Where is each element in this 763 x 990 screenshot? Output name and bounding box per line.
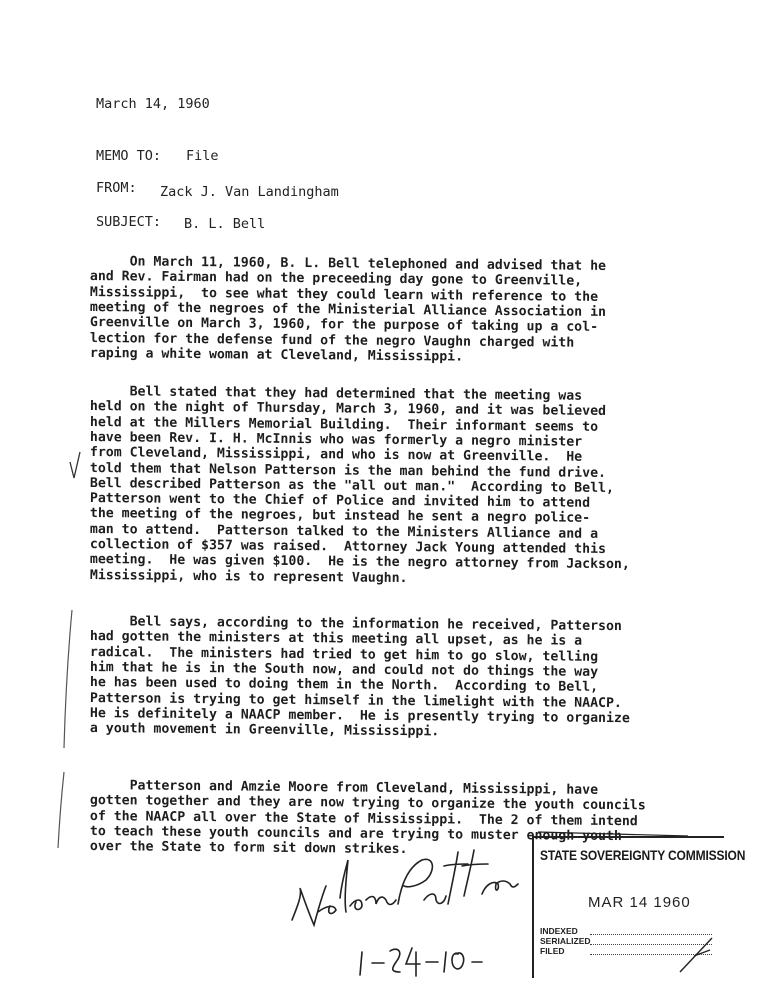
body-line: to teach these youth councils and are trying to muster enough youth [89, 823, 622, 844]
body-line: Mississippi, to see what they could learn with reference to the [89, 284, 599, 305]
body-line: and Rev. Fairman had on the preceeding day gone to Greenville, [89, 269, 583, 290]
memo-from-label: FROM: [96, 180, 137, 196]
body-line: a youth movement in Greenville, Mississippi. [89, 721, 440, 740]
body-line: told them that Nelson Patterson is the man behind the fund drive. [89, 460, 607, 481]
body-line: gotten together and they are now trying to organize the youth councils [89, 793, 646, 814]
stamp-date: MAR 14 1960 [588, 894, 691, 911]
body-line: meeting. He was given $100. He is the negro attorney from Jackson, [89, 552, 630, 573]
commission-stamp [532, 836, 746, 978]
body-line: Bell says, according to the information he received, Patterson [89, 614, 622, 635]
body-line: Bell stated that they had determined that the meeting was [89, 384, 583, 404]
stamp-row-serialized: SERIALIZED [540, 936, 591, 946]
memo-to-label: MEMO TO: [96, 148, 162, 164]
body-line: He is definitely a NAACP member. He is presently trying to organize [89, 705, 630, 726]
memo-date: March 14, 1960 [96, 96, 210, 112]
memo-subject-label: SUBJECT: [96, 214, 162, 230]
body-line: Patterson is trying to get himself in the limelight with the NAACP. [89, 690, 622, 711]
body-line: have been Rev. I. H. McInnis who was formerly a negro minister [89, 429, 583, 450]
stamp-row-indexed: INDEXED [540, 926, 578, 936]
body-line: raping a white woman at Cleveland, Mississippi. [89, 345, 464, 365]
body-line: Greenville on March 3, 1960, for the purpose of taking up a col- [89, 315, 599, 336]
body-line: of the NAACP all over the State of Mississippi. The 2 of them intend [89, 808, 638, 829]
body-line: collection of $357 was raised. Attorney Jack Young attended this [89, 537, 607, 557]
body-line: Mississippi, who is to represent Vaughn. [89, 567, 408, 586]
memo-subject-value: B. L. Bell [184, 216, 266, 232]
body-line: radical. The ministers had tried to get him to go slow, telling [89, 644, 599, 665]
stamp-row-filed: FILED [540, 946, 565, 956]
memo-to-value: File [186, 148, 219, 164]
body-line: held at the Millers Memorial Building. Their informant seems to [89, 414, 599, 435]
body-line: On March 11, 1960, B. L. Bell telephoned and advised that he [89, 254, 607, 274]
body-line: Bell described Patterson as the "all out man." According to Bell, [89, 475, 614, 496]
body-line: man to attend. Patterson talked to the Ministers Alliance and a [89, 521, 599, 542]
stamp-initial-mark [534, 838, 724, 978]
body-line: over the State to form sit down strikes. [89, 839, 408, 858]
body-line: Patterson went to the Chief of Police and invited him to attend [89, 491, 591, 511]
body-line: held on the night of Thursday, March 3, 1960, and it was believed [89, 399, 607, 420]
body-line: meeting of the negroes of the Ministerial Alliance Association in [89, 299, 607, 320]
body-line: he has been used to doing them in the North. According to Bell, [89, 675, 599, 696]
body-line: the meeting of the negroes, but instead he sent a negro police- [89, 506, 591, 527]
memo-from-value: Zack J. Van Landingham [160, 184, 339, 200]
body-line: him that he is in the South now, and could not do things the way [89, 659, 599, 680]
body-line: from Cleveland, Mississippi, and who is now at Greenville. He [89, 445, 583, 465]
body-line: had gotten the ministers at this meeting all upset, as he is a [89, 629, 583, 650]
body-line: Patterson and Amzie Moore from Cleveland, Mississippi, have [89, 778, 599, 798]
stamp-title: STATE SOVEREIGNTY COMMISSION [540, 847, 746, 863]
body-line: lection for the defense fund of the negro Vaughn charged with [89, 330, 575, 351]
